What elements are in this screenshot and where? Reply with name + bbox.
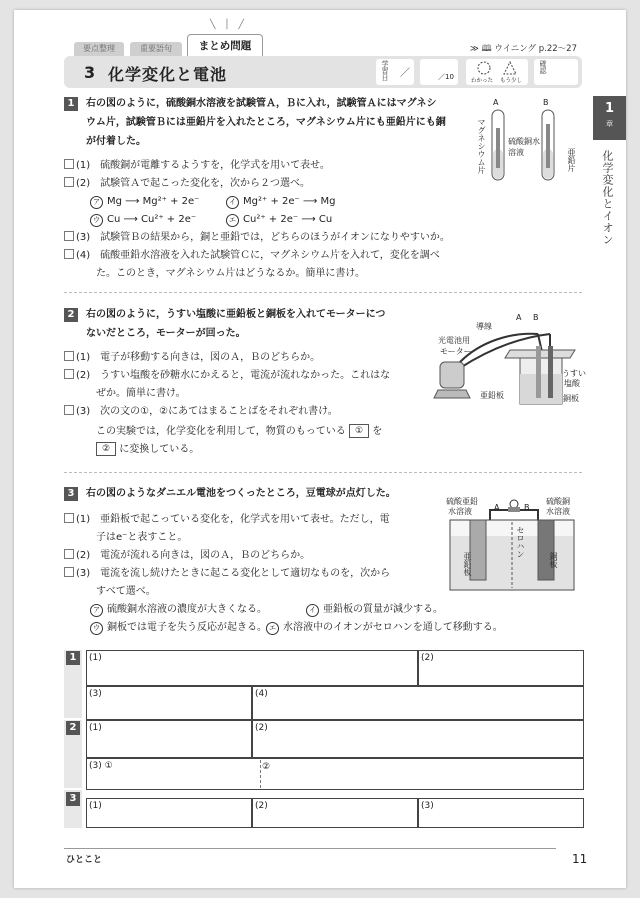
q1-option-a: ア Mg ⟶ Mg²⁺ + 2e⁻ (90, 194, 199, 210)
q3-option-e: エ 水溶液中のイオンがセロハンを通して移動する。 (266, 620, 503, 636)
self-check-again: もう少し (500, 78, 523, 84)
copper-sulfate-label-2: 水溶液 (546, 507, 570, 516)
q2-sub-3-sentence-b: ② に変換している。 (96, 442, 199, 458)
q1-option-e: エ Cu²⁺ + 2e⁻ ⟶ Cu (226, 212, 332, 228)
footer-line (64, 848, 556, 849)
blank-1: ① (349, 424, 369, 438)
zinc-plate-label: 亜鉛板 (463, 552, 472, 576)
blank-2: ② (96, 442, 116, 456)
divider (64, 472, 582, 473)
divider (64, 292, 582, 293)
checkbox[interactable] (64, 405, 74, 415)
hcl-label-1: うすい (562, 369, 586, 378)
zinc-sulfate-label-1: 硫酸亜鉛 (446, 497, 478, 506)
checkbox[interactable] (64, 549, 74, 559)
q3-sub-2: (2) 電流が流れる向きは，図のＡ，Ｂのどちらか。 (64, 548, 310, 564)
tab-summary[interactable]: 要点整理 (74, 42, 124, 56)
sparkle-icon: ╲ │ ╱ (210, 20, 247, 30)
question-3-line-1: 右の図のようなダニエル電池をつくったところ，豆電球が点灯した。 (86, 488, 396, 499)
chapter-number: 1 (604, 101, 615, 116)
checkbox[interactable] (64, 177, 74, 187)
score-denominator: ／10 (438, 73, 454, 81)
confirm-label: 確認 (539, 60, 547, 74)
q1-sub-1: (1) 硫酸銅が電離するようすを，化学式を用いて表せ。 (64, 158, 330, 174)
terminal-a-label: A (516, 313, 522, 322)
zinc-label: 亜鉛片 (567, 148, 576, 172)
checkbox[interactable] (64, 249, 74, 259)
q1-sub-4a: (4) 硫酸亜鉛水溶液を入れた試験管Ｃに，マグネシウム片を入れて，変化を調べ (64, 248, 440, 264)
copper-plate-label: 銅板 (549, 552, 558, 568)
checkbox[interactable] (64, 369, 74, 379)
magnesium-label: マグネシウム片 (477, 118, 486, 174)
checkbox[interactable] (64, 159, 74, 169)
motor-label-1: 光電池用 (438, 336, 470, 345)
q1-sub-3: (3) 試験管Ｂの結果から，銅と亜鉛では，どちらのほうがイオンになりやすいか。 (64, 230, 450, 246)
self-check-ok: わかった (471, 78, 494, 84)
copper-plate-label: 銅板 (563, 394, 579, 403)
direction-b-label: B (524, 503, 530, 512)
direction-a-label: A (494, 503, 500, 512)
footer-note: ひとこと (66, 855, 103, 865)
answer-3-1[interactable]: (1) (86, 798, 252, 828)
question-2-line-1: 右の図のように，うすい塩酸に亜鉛板と銅板を入れてモーターにつ (86, 309, 386, 320)
question-1-line-1: 右の図のように，硫酸銅水溶液を試験管Ａ，Ｂに入れ，試験管Ａにはマグネシ (86, 98, 437, 109)
page-number: 11 (572, 852, 588, 866)
page-title: 化学変化と電池 (108, 65, 228, 84)
copper-sulfate-label: 硫酸銅水溶液 (508, 137, 540, 157)
q1-option-u: ウ Cu ⟶ Cu²⁺ + 2e⁻ (90, 212, 196, 228)
checkbox[interactable] (64, 231, 74, 241)
q2-sub-3: (3) 次の文の①，②にあてはまることばをそれぞれ書け。 (64, 404, 338, 420)
checkbox[interactable] (64, 351, 74, 361)
q1-sub-2: (2) 試験管Ａで起こった変化を，次から２つ選べ。 (64, 176, 310, 192)
date-slash: ／ (400, 68, 410, 79)
chapter-title: 化学変化とイオン (601, 150, 614, 246)
q3-sub-3a: (3) 電流を流し続けたときに起こる変化として適切なものを，次から (64, 566, 390, 582)
tube-b-label: B (543, 98, 549, 107)
section-number: 3 (84, 63, 96, 82)
q3-sub-3b: すべて選べ。 (96, 586, 156, 597)
tab-key-terms[interactable]: 重要語句 (130, 42, 182, 56)
answer-1-2[interactable]: (2) (418, 650, 584, 686)
q3-sub-1b: 子はe⁻と表すこと。 (96, 532, 188, 543)
zinc-plate-label: 亜鉛板 (480, 391, 504, 400)
answer-section-3: 3 (66, 792, 80, 806)
checkbox[interactable] (64, 567, 74, 577)
checkbox[interactable] (64, 513, 74, 523)
answer-1-3[interactable]: (3) (86, 686, 252, 720)
q3-sub-1a: (1) 亜鉛板で起こっている変化を，化学式を用いて表せ。ただし，電 (64, 512, 390, 528)
zinc-sulfate-label-2: 水溶液 (448, 507, 472, 516)
answer-3-2[interactable]: (2) (252, 798, 418, 828)
chapter-suffix: 章 (606, 120, 613, 128)
answer-3-3[interactable]: (3) (418, 798, 584, 828)
question-1-line-3: が付着した。 (86, 136, 146, 147)
answer-2-3-divider (260, 760, 261, 788)
question-2-number: 2 (64, 308, 78, 322)
q1-option-i: イ Mg²⁺ + 2e⁻ ⟶ Mg (226, 194, 335, 210)
question-2-line-2: ないだところ，モーターが回った。 (86, 328, 246, 339)
hcl-label-2: 塩酸 (564, 379, 580, 388)
answer-1-4[interactable]: (4) (252, 686, 584, 720)
q2-sub-1: (1) 電子が移動する向きは，図のＡ，Ｂのどちらか。 (64, 350, 320, 366)
answer-section-1: 1 (66, 651, 80, 665)
cellophane-label: セロハン (516, 526, 525, 558)
answer-2-1[interactable]: (1) (86, 720, 252, 758)
q3-option-u: ウ 銅板では電子を失う反応が起きる。 (90, 620, 267, 636)
copper-sulfate-label-1: 硫酸銅 (546, 497, 570, 506)
answer-2-3[interactable]: (3) ① (86, 758, 584, 790)
study-date-label: 学習日 (381, 60, 389, 81)
answer-section-2: 2 (66, 721, 80, 735)
q3-option-a: ア 硫酸銅水溶液の濃度が大きくなる。 (90, 602, 267, 618)
wire-label: 導線 (476, 322, 492, 331)
q2-sub-3-sentence-a: この実験では，化学変化を利用して，物質のもっている ① を (96, 426, 383, 437)
q3-option-i: イ 亜鉛板の質量が減少する。 (306, 602, 443, 618)
question-1-line-2: ウム片，試験管Ｂには亜鉛片を入れたところ，マグネシウム片にも亜鉛片にも銅 (86, 117, 446, 128)
self-check-icons (474, 60, 524, 76)
q2-sub-2b: ぜか。簡単に書け。 (96, 388, 186, 399)
tube-a-label: A (493, 98, 499, 107)
question-3-number: 3 (64, 487, 78, 501)
tab-review[interactable]: まとめ問題 (187, 34, 263, 57)
reference-link[interactable]: ≫ 🕮 ウイニング p.22〜27 (470, 44, 577, 54)
motor-label-2: モーター (440, 347, 472, 356)
q1-sub-4b: た。このとき，マグネシウム片はどうなるか。簡単に書け。 (96, 268, 365, 279)
chapter-tab[interactable] (593, 96, 626, 140)
q2-sub-2a: (2) うすい塩酸を砂糖水にかえると，電流が流れなかった。これはな (64, 368, 390, 384)
answer-2-3-part-2: ② (262, 762, 271, 772)
question-1-number: 1 (64, 97, 78, 111)
answer-2-2[interactable]: (2) (252, 720, 584, 758)
terminal-b-label: B (533, 313, 539, 322)
answer-1-1[interactable]: (1) (86, 650, 418, 686)
